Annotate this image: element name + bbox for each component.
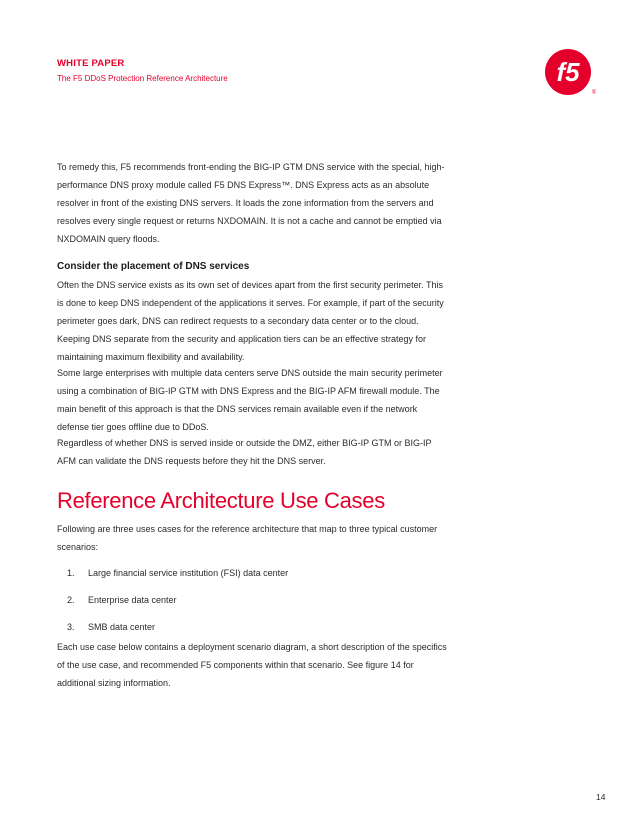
f5-logo-text: f5 [556, 57, 580, 87]
list-item [57, 593, 447, 620]
use-cases-intro: Following are three uses cases for the reference architecture that map to three typical customer scenarios: [57, 524, 438, 552]
list-item-label: Large financial service institution (FSI) data center [88, 568, 289, 578]
list-item-number: 2. [67, 595, 75, 605]
list-item-label: SMB data center [88, 622, 156, 632]
placement-paragraph-2: Some large enterprises with multiple data centers serve DNS outside the main security perimeter using a combination of BIG-IP GTM with DNS Express and the BIG-IP AFM firewall module. The main benefit of this approach is that the DNS services remain available even if the network defense tier goes offline due to DDoS. [57, 368, 443, 432]
placement-paragraph-3-wrap [57, 434, 447, 470]
placement-heading: Consider the placement of DNS services [57, 261, 250, 272]
use-cases-title-wrap [57, 488, 447, 514]
intro-section [57, 158, 447, 248]
f5-logo [544, 46, 596, 98]
use-cases-intro-wrap [57, 520, 447, 556]
placement-paragraph-3: Regardless of whether DNS is served inside or outside the DMZ, either BIG-IP GTM or BIG-IP AFM can validate the DNS requests before they hit the DNS server. [57, 438, 432, 466]
placement-paragraph-1: Often the DNS service exists as its own set of devices apart from the first security perimeter. This is done to keep DNS independent of the applications it serves. For example, if part of the security perimeter goes dark, DNS can redirect requests to a secondary data center or to the cloud. Keeping DNS separate from the security and application tiers can be an effective strategy for maintaining maximum flexibility and availability. [57, 280, 444, 362]
placement-section [57, 261, 447, 272]
intro-paragraph: To remedy this, F5 recommends front-ending the BIG-IP GTM DNS service with the special, high-performance DNS proxy module called F5 DNS Express™. DNS Express acts as an absolute resolver in front of the existing DNS servers. It loads the zone information from the servers and resolves every single request or returns NXDOMAIN. It is not a cache and cannot be emptied via NXDOMAIN query floods. [57, 162, 445, 244]
use-cases-list-wrap [57, 566, 447, 647]
page-number: 14 [596, 792, 606, 802]
document-subtitle: The F5 DDoS Protection Reference Architecture [57, 74, 228, 83]
placement-paragraph-1-wrap [57, 276, 447, 366]
placement-paragraph-2-wrap [57, 364, 447, 436]
use-cases-closing-wrap [57, 638, 447, 692]
use-cases-list [57, 566, 447, 647]
list-item [57, 566, 447, 593]
list-item-number: 3. [67, 622, 75, 632]
use-cases-closing: Each use case below contains a deployment scenario diagram, a short description of the specifics of the use case, and recommended F5 components within that scenario. See figure 14 for additional sizing information. [57, 642, 447, 688]
list-item-number: 1. [67, 568, 75, 578]
use-cases-title: Reference Architecture Use Cases [57, 488, 385, 513]
list-item-label: Enterprise data center [88, 595, 177, 605]
document-type-label: WHITE PAPER [57, 58, 125, 69]
trademark-symbol: ® [592, 90, 596, 96]
